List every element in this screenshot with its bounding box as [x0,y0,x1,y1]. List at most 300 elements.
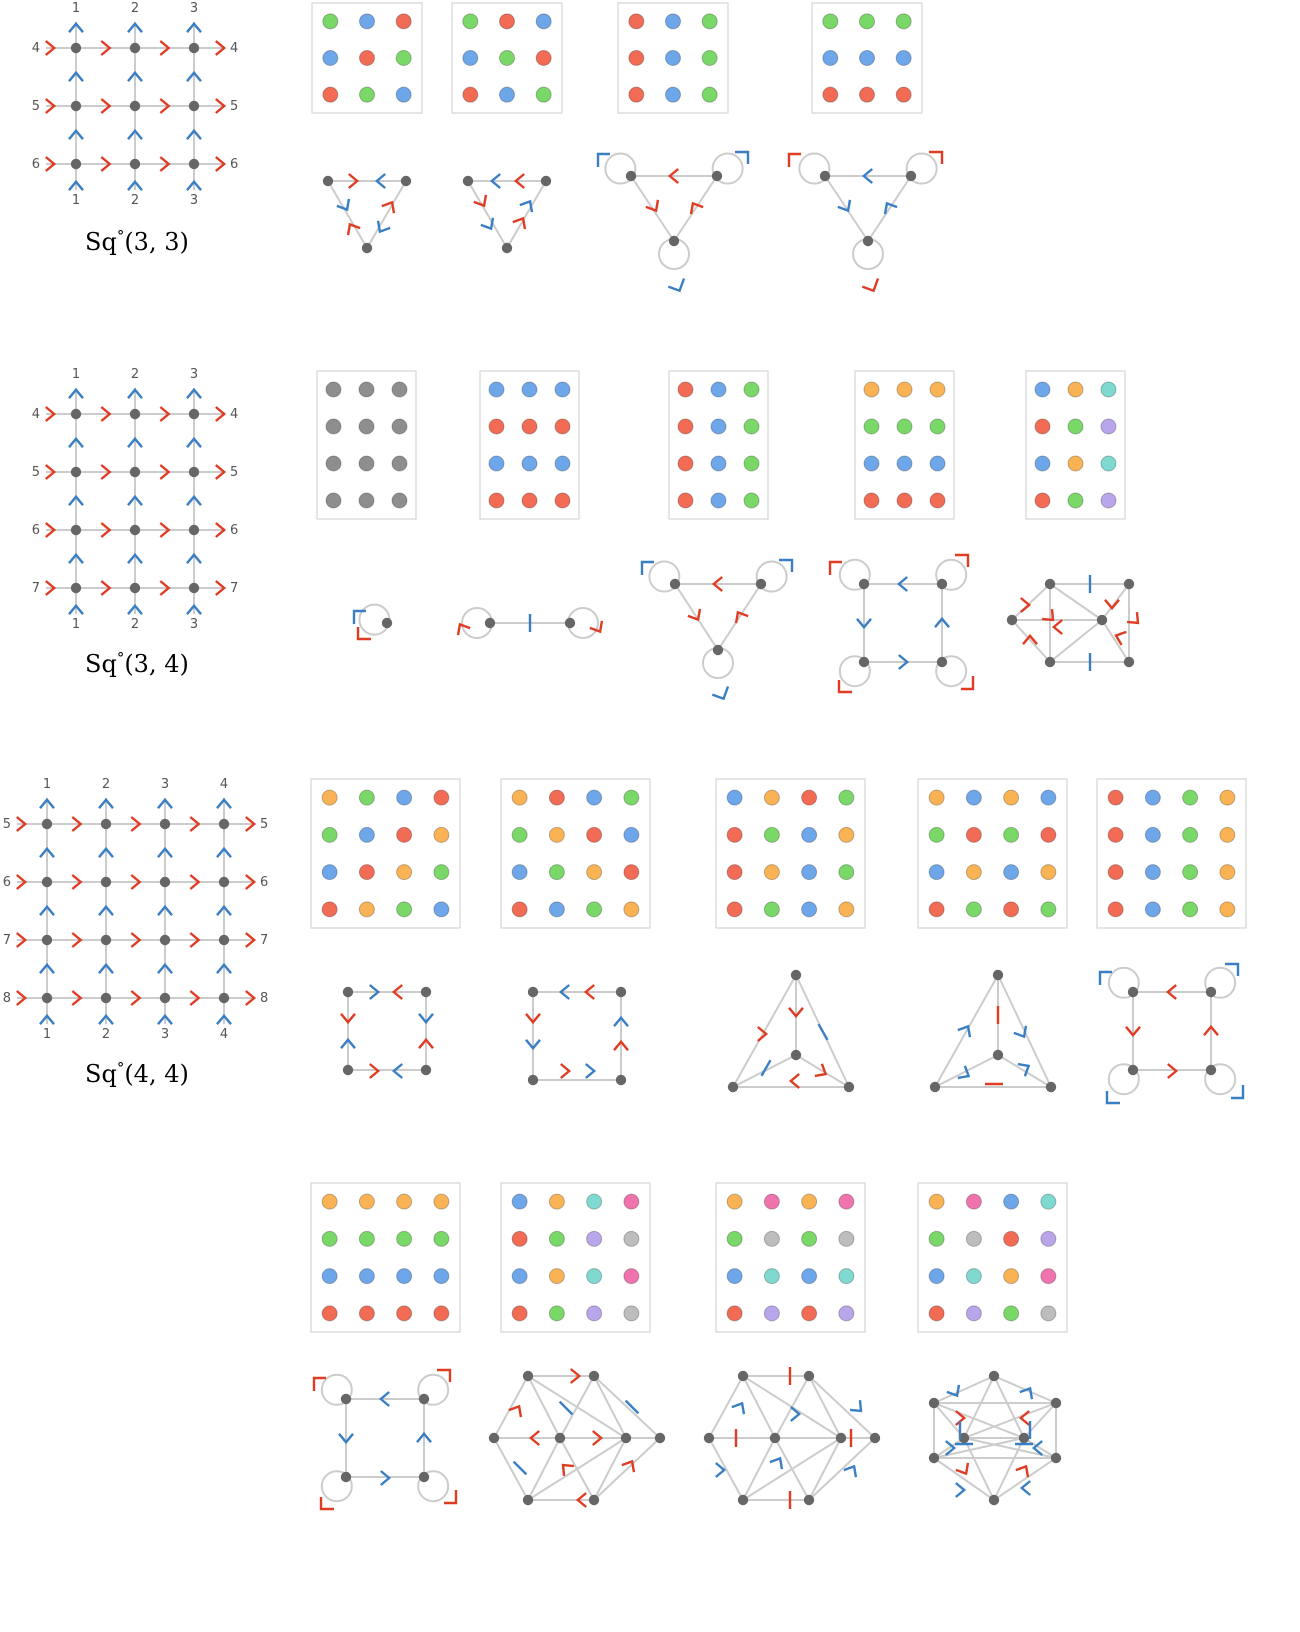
color-dot [500,14,515,29]
lattice-left-label: 4 [31,41,40,56]
color-dot [624,865,639,880]
color-dot [744,419,759,434]
graph-node [401,176,411,186]
graph-node [463,176,473,186]
loop-mark [444,1490,456,1503]
color-dot [744,382,759,397]
color-dot [323,87,338,102]
coloring-box-15 [311,1183,460,1332]
color-dot [549,1269,564,1284]
color-dot [839,865,854,880]
graph-node [1206,987,1216,997]
graph-node [71,467,81,477]
graph-node [101,935,111,945]
color-dot [929,865,944,880]
color-dot [727,865,742,880]
graph-node [42,993,52,1003]
arrow-mark [956,1463,968,1474]
color-dot [322,1231,337,1246]
graph-node [989,1371,999,1381]
color-dot [678,419,693,434]
lattice-left-label: 5 [2,817,11,832]
color-dot [522,419,537,434]
lattice-left-label: 7 [31,581,40,596]
lattice-1 [32,1,239,256]
color-dot [839,1194,854,1209]
graph-node [523,1495,533,1505]
coloring-box-14 [1097,779,1246,928]
color-dot [764,827,779,842]
coloring-box-4 [812,3,922,113]
color-dot [555,419,570,434]
quotient-graph-6 [458,608,602,638]
color-dot [666,51,681,66]
color-dot [549,902,564,917]
color-dot [397,1194,412,1209]
color-dot [930,382,945,397]
color-dot [629,14,644,29]
lattice-top-label: 1 [42,777,52,792]
color-dot [966,865,981,880]
lattice-2 [32,367,239,678]
color-dot [802,865,817,880]
color-dot [522,382,537,397]
color-dot [1035,382,1050,397]
color-dot [536,87,551,102]
color-dot [930,419,945,434]
graph-node [130,583,140,593]
lattice-right-label: 7 [260,933,269,948]
arrow-mark [378,221,390,232]
graph-edge [868,176,911,241]
color-dot [512,1231,527,1246]
color-dot [1068,382,1083,397]
lattice-top-label: 3 [189,1,199,16]
graph-node [160,993,170,1003]
color-dot [764,1306,779,1321]
color-dot [823,51,838,66]
graph-edge [328,181,367,248]
graph-edge [528,1438,626,1500]
lattice-right-label: 7 [230,581,239,596]
color-dot [522,493,537,508]
coloring-box-16 [501,1183,650,1332]
color-dot [823,14,838,29]
color-dot [764,1194,779,1209]
graph-node [101,993,111,1003]
color-dot [359,827,374,842]
color-dot [764,865,779,880]
color-dot [1145,902,1160,917]
color-dot [322,1306,337,1321]
graph-node [130,409,140,419]
quotient-graph-5 [354,605,392,639]
graph-node [421,987,431,997]
graph-node [929,1453,939,1463]
graph-node [712,171,722,181]
color-dot [744,456,759,471]
color-dot [359,865,374,880]
color-dot [359,419,374,434]
color-dot [434,1269,449,1284]
color-dot [711,456,726,471]
color-dot [802,1194,817,1209]
loop-mark [314,1378,326,1391]
coloring-box-1 [312,3,422,113]
color-dot [823,87,838,102]
graph-edge [594,1376,660,1438]
color-dot [929,790,944,805]
color-dot [549,865,564,880]
color-dot [929,902,944,917]
graph-node [71,43,81,53]
graph-node [160,877,170,887]
color-dot [463,87,478,102]
color-dot [500,87,515,102]
graph-node [791,1050,801,1060]
color-dot [744,493,759,508]
graph-edge [809,1438,875,1500]
color-dot [397,902,412,917]
color-dot [764,1269,779,1284]
graph-node [626,171,636,181]
color-dot [727,1231,742,1246]
lattice-bottom-label: 2 [101,1027,111,1042]
lattice-top-label: 1 [71,1,81,16]
graph-node [71,583,81,593]
graph-node [189,101,199,111]
graph-node [130,467,140,477]
color-dot [802,827,817,842]
lattice-top-label: 1 [71,367,81,382]
color-dot [678,493,693,508]
color-dot [929,1231,944,1246]
lattice-top-label: 2 [101,777,111,792]
graph-node [589,1495,599,1505]
color-dot [322,902,337,917]
color-dot [702,14,717,29]
color-dot [1041,902,1056,917]
color-dot [1035,419,1050,434]
graph-node [189,525,199,535]
coloring-box-5 [317,371,416,519]
color-dot [727,902,742,917]
color-dot [1035,456,1050,471]
color-dot [396,14,411,29]
color-dot [555,493,570,508]
color-dot [489,382,504,397]
quotient-graph-2 [463,174,551,253]
coloring-box-11 [501,779,650,928]
graph-edge [594,1438,660,1500]
lattice-right-label: 8 [260,991,269,1006]
arrow-mark [947,1385,959,1396]
graph-node [71,409,81,419]
graph-node [219,935,229,945]
graph-node [859,657,869,667]
lattice-left-label: 7 [2,933,11,948]
graph-node [863,236,873,246]
color-dot [549,827,564,842]
graph-node [704,1433,714,1443]
graph-node [71,101,81,111]
graph-edge [709,1376,743,1438]
loop-mark [712,682,728,698]
color-dot [322,865,337,880]
graph-edge [825,176,868,241]
lattice-caption: Sq°(3, 3) [85,227,189,256]
quotient-graph-3 [598,152,748,291]
graph-edge [367,181,406,248]
graph-edge [494,1438,528,1500]
color-dot [1035,493,1050,508]
color-dot [360,87,375,102]
arrow-mark [850,1400,861,1411]
arrow-mark [791,1407,799,1421]
lattice-left-label: 6 [31,523,40,538]
arrow-mark [1021,1411,1029,1425]
color-dot [512,1269,527,1284]
color-dot [587,902,602,917]
arrow-mark [1020,1388,1032,1399]
color-dot [489,419,504,434]
graph-node [738,1495,748,1505]
graph-edge [1050,584,1102,620]
color-dot [897,382,912,397]
coloring-box-12 [716,779,865,928]
color-dot [839,1269,854,1284]
color-dot [359,1194,374,1209]
arrow-mark [1042,609,1053,620]
color-dot [966,1231,981,1246]
color-dot [512,1306,527,1321]
color-dot [326,493,341,508]
color-dot [549,790,564,805]
color-dot [587,790,602,805]
color-dot [397,1306,412,1321]
lattice-top-label: 3 [160,777,170,792]
graph-node [528,987,538,997]
color-dot [396,87,411,102]
arrow-mark [732,1403,744,1414]
arrow-mark [1022,1481,1030,1495]
color-dot [326,382,341,397]
color-dot [702,87,717,102]
color-dot [549,1306,564,1321]
color-dot [839,1231,854,1246]
lattice-bottom-label: 3 [189,193,199,208]
color-dot [434,902,449,917]
lattice-bottom-label: 1 [71,193,81,208]
quotient-graph-7 [642,560,792,699]
color-dot [711,382,726,397]
graph-node [341,1394,351,1404]
color-dot [359,382,374,397]
color-dot [522,456,537,471]
color-dot [359,1306,374,1321]
color-dot [727,1306,742,1321]
color-dot [434,1194,449,1209]
graph-node [859,579,869,589]
coloring-box-9 [1026,371,1125,519]
color-dot [322,827,337,842]
graph-edge [718,584,761,650]
graph-node [937,657,947,667]
graph-node [844,1082,854,1092]
graph-node [323,176,333,186]
graph-node [343,987,353,997]
graph-node [219,877,229,887]
quotient-graph-11 [526,985,628,1085]
graph-node [670,579,680,589]
color-dot [1183,865,1198,880]
color-dot [839,790,854,805]
graph-node [541,176,551,186]
arrow-mark [1105,600,1119,608]
color-dot [587,1306,602,1321]
tick-mark [514,1462,527,1475]
graph-node [502,243,512,253]
color-dot [326,456,341,471]
graph-node [130,159,140,169]
graph-node [189,409,199,419]
color-dot [727,827,742,842]
lattice-3 [3,777,269,1088]
color-dot [397,1231,412,1246]
graph-node [1206,1065,1216,1075]
graph-edge [468,181,507,248]
graph-node [42,877,52,887]
graph-node [565,618,575,628]
graph-node [419,1394,429,1404]
color-dot [864,382,879,397]
color-dot [864,493,879,508]
color-dot [1108,865,1123,880]
quotient-graph-9 [1007,575,1138,671]
color-dot [1004,790,1019,805]
graph-node [489,1433,499,1443]
graph-edge [1012,584,1050,620]
lattice-bottom-label: 3 [189,617,199,632]
color-dot [434,865,449,880]
graph-node [362,243,372,253]
color-dot [512,865,527,880]
lattice-bottom-label: 3 [160,1027,170,1042]
color-dot [929,827,944,842]
lattice-left-label: 8 [2,991,11,1006]
graph-node [130,101,140,111]
color-dot [549,1231,564,1246]
color-dot [587,1269,602,1284]
color-dot [727,790,742,805]
color-dot [434,827,449,842]
color-dot [434,1306,449,1321]
color-dot [1041,1306,1056,1321]
color-dot [326,419,341,434]
graph-node [101,877,111,887]
graph-node [1045,579,1055,589]
color-dot [392,419,407,434]
graph-node [523,1371,533,1381]
graph-node [160,819,170,829]
coloring-box-18 [918,1183,1067,1332]
quotient-graph-1 [323,174,411,253]
lattice-right-label: 6 [230,523,239,538]
color-dot [896,51,911,66]
color-dot [549,1194,564,1209]
graph-edge [809,1376,875,1438]
graph-node [929,1398,939,1408]
graph-node [770,1433,780,1443]
graph-node [1128,987,1138,997]
color-dot [711,493,726,508]
graph-node [555,1433,565,1443]
loop-mark [961,676,973,689]
lattice-right-label: 6 [230,157,239,172]
graph-node [189,159,199,169]
graph-edge [674,176,717,241]
graph-node [130,525,140,535]
graph-node [189,43,199,53]
graph-edge [675,584,718,650]
arrow-mark [844,1466,856,1477]
color-dot [1220,827,1235,842]
quotient-graph-17 [704,1367,880,1509]
graph-node [728,1082,738,1092]
lattice-left-label: 5 [31,465,40,480]
graph-node [836,1433,846,1443]
graph-edge [1012,620,1050,662]
graph-node [1019,1433,1029,1443]
arrow-mark [791,1074,799,1088]
quotient-graph-12 [728,970,854,1092]
lattice-left-label: 6 [31,157,40,172]
quotient-graph-8 [830,555,973,692]
color-dot [323,14,338,29]
color-dot [1101,456,1116,471]
color-dot [463,14,478,29]
coloring-box-8 [855,371,954,519]
graph-node [937,579,947,589]
color-dot [860,87,875,102]
color-dot [392,493,407,508]
lattice-right-label: 6 [260,875,269,890]
color-dot [587,1194,602,1209]
graph-node [1051,1398,1061,1408]
graph-node [189,583,199,593]
graph-node [804,1495,814,1505]
color-dot [359,1269,374,1284]
coloring-box-17 [716,1183,865,1332]
color-dot [1183,827,1198,842]
graph-node [870,1433,880,1443]
color-dot [702,51,717,66]
color-dot [360,51,375,66]
color-dot [624,1194,639,1209]
color-dot [860,51,875,66]
graph-node [419,1472,429,1482]
color-dot [930,456,945,471]
color-dot [966,790,981,805]
quotient-graph-10 [341,985,433,1078]
color-dot [711,419,726,434]
color-dot [1041,790,1056,805]
arrow-mark [590,621,602,632]
color-dot [624,827,639,842]
lattice-right-label: 5 [230,465,239,480]
graph-edge [1102,620,1129,662]
graph-node [219,819,229,829]
